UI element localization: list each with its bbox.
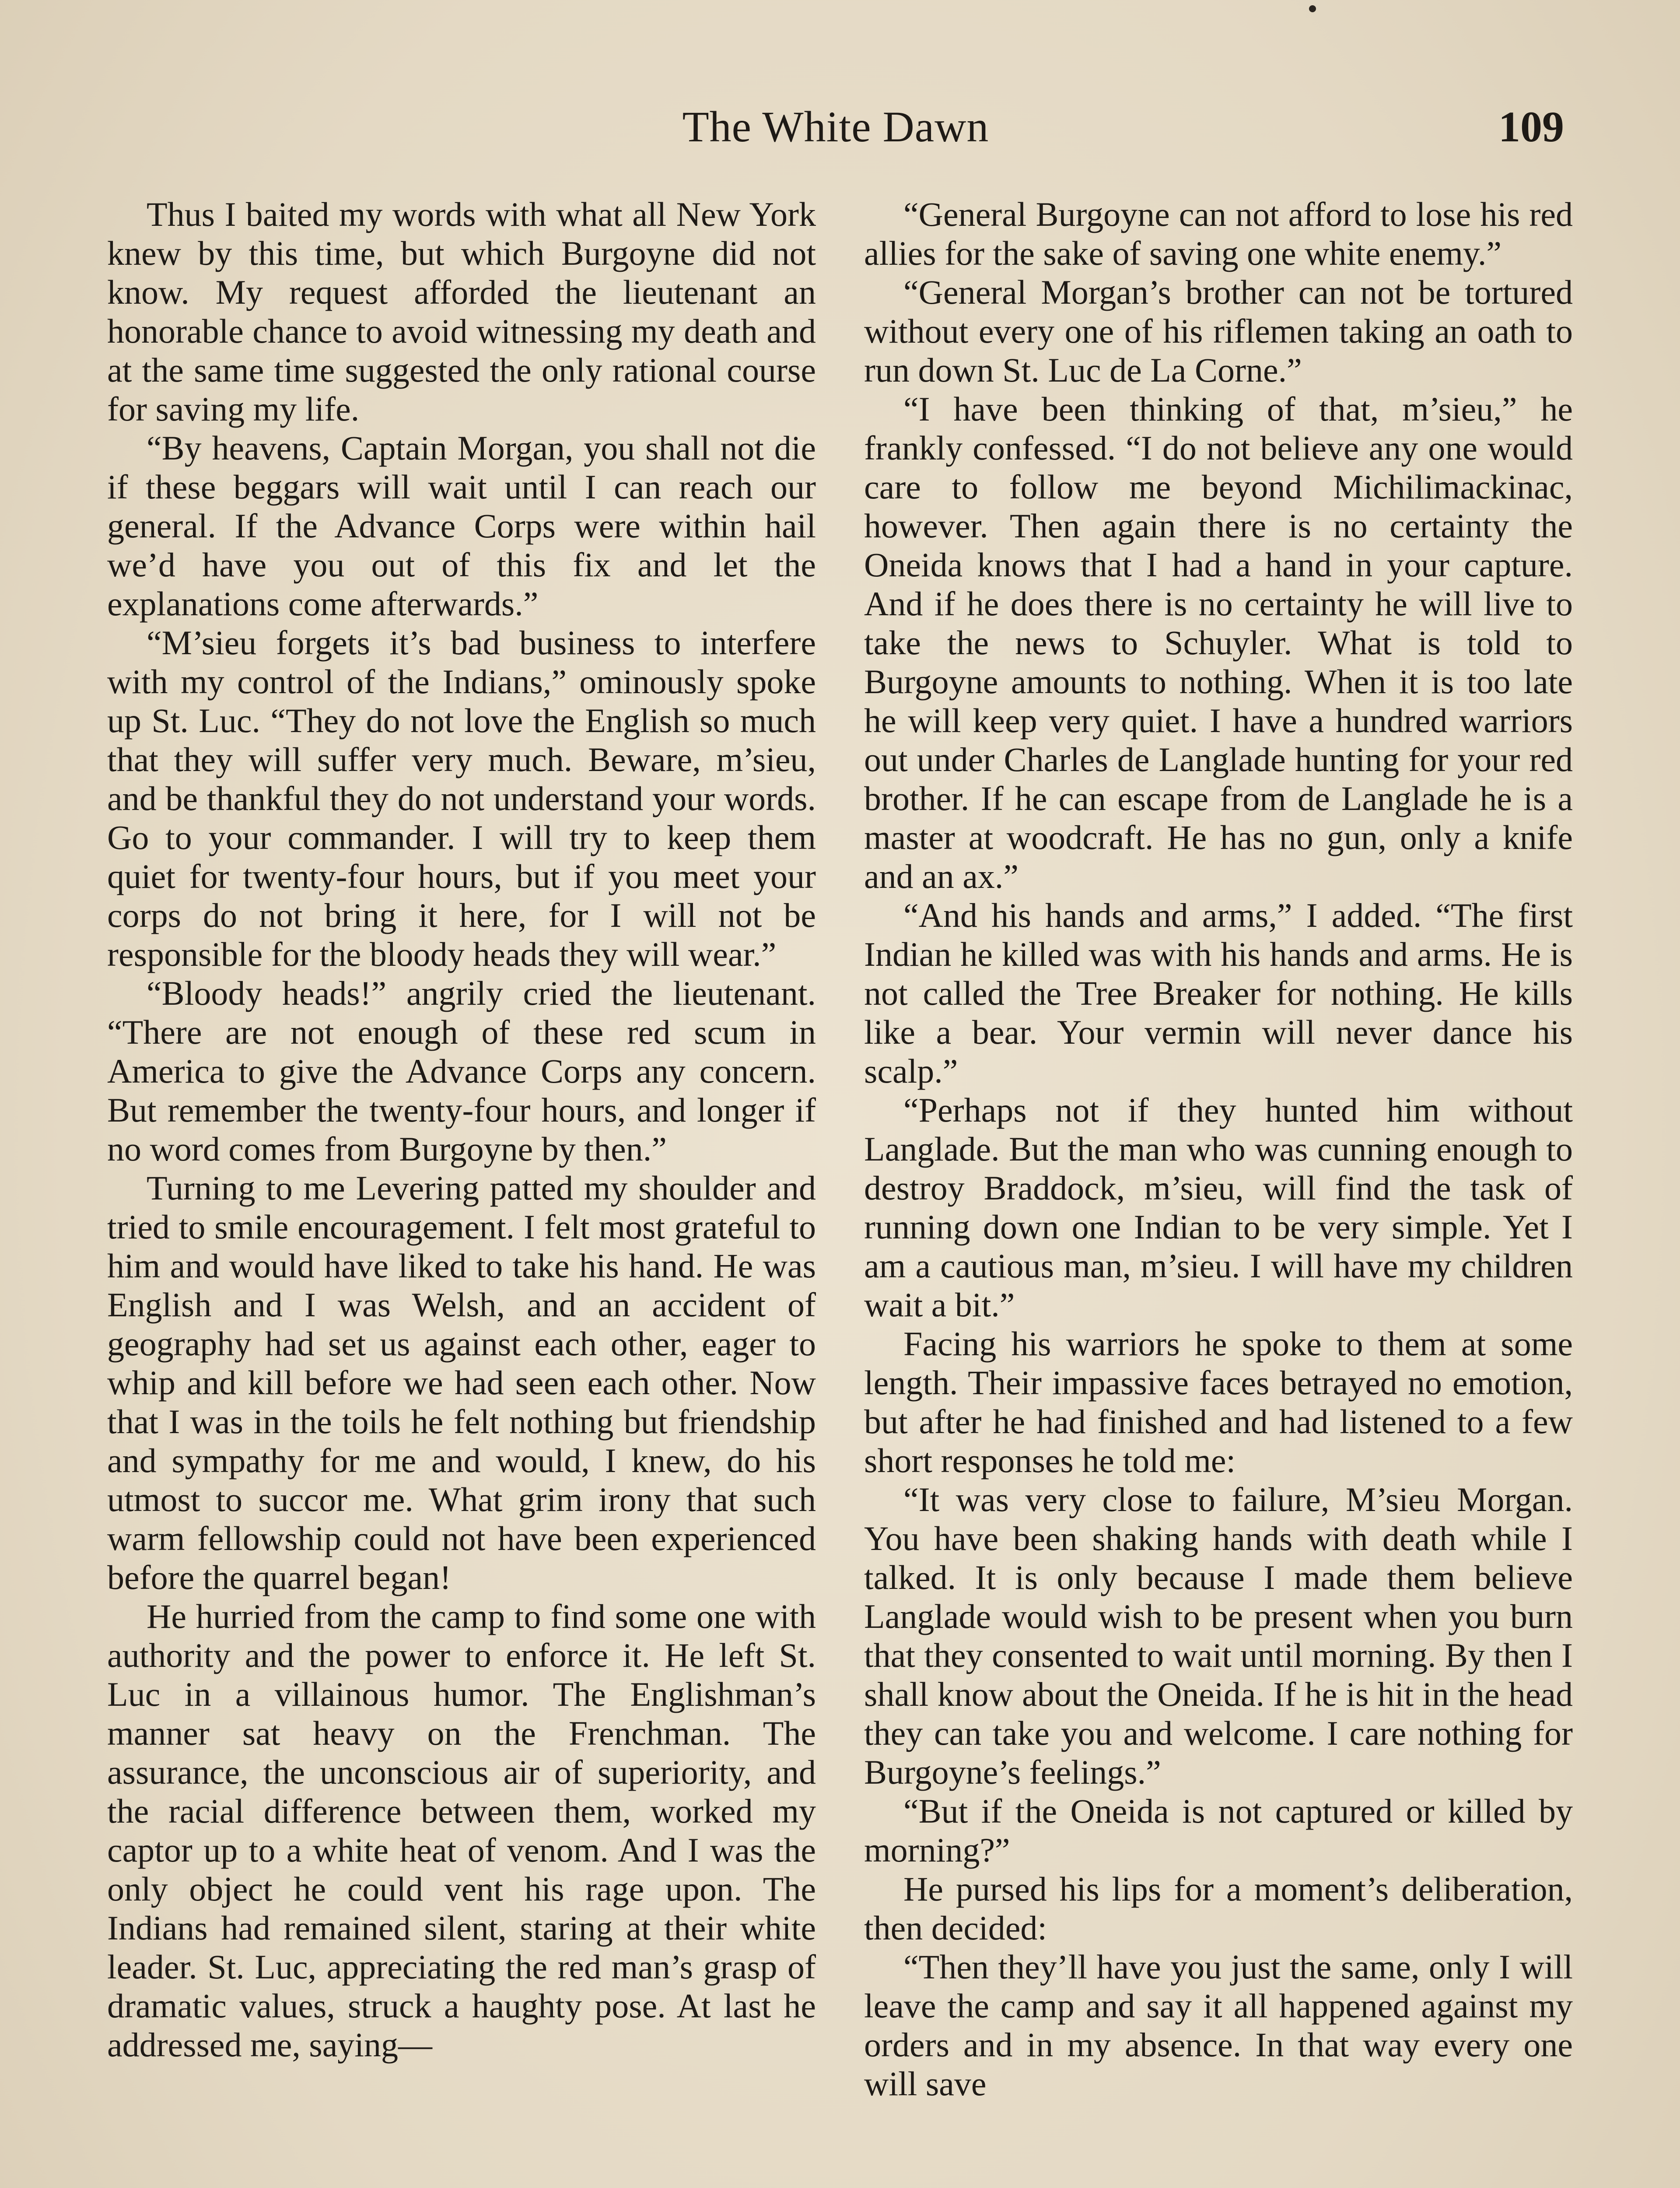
paragraph: Thus I baited my words with what all New York knew by this time, but which Burgoyne did not know. My request afforded the lieutenant an honorable chance to avoid witnessing my death and at the same time suggested the only rational course for saving my life. — [107, 195, 816, 428]
right-column — [864, 195, 1573, 2103]
ink-speck — [1309, 5, 1316, 12]
paragraph: “General Burgoyne can not afford to lose his red allies for the sake of saving one white enemy.” — [864, 195, 1573, 272]
paragraph: He hurried from the camp to find some one with authority and the power to enforce it. He left St. Luc in a villainous humor. The Englishman’s manner sat heavy on the Frenchman. The assurance, the unconscious air of superiority, and the racial difference between them, worked my captor up to a white heat of venom. And I was the only object he could vent his rage upon. The Indians had remained silent, staring at their white leader. St. Luc, appreciating the red man’s grasp of dramatic values, struck a haughty pose. At last he addressed me, saying— — [107, 1597, 816, 2064]
paragraph: “Perhaps not if they hunted him without Langlade. But the man who was cunning enough to destroy Braddock, m’sieu, will find the task of running down one Indian to be very simple. Yet I am a cautious man, m’sieu. I will have my children wait a bit.” — [864, 1091, 1573, 1324]
paragraph: Turning to me Levering patted my shoulder and tried to smile encouragement. I felt most grateful to him and would have liked to take his hand. He was English and I was Welsh, and an accident of geography had set us against each other, eager to whip and kill before we had seen each other. Now that I was in the toils he felt nothing but friendship and sympathy for me and would, I knew, do his utmost to succor me. What grim irony that such warm fellowship could not have been experienced before the quarrel began! — [107, 1169, 816, 1596]
paragraph: “I have been thinking of that, m’sieu,” he frankly confessed. “I do not believe any one would care to follow me beyond Michilimackinac, however. Then again there is no certainty the Oneida knows that I had a hand in your capture. And if he does there is no certainty he will live to take the news to Schuyler. What is told to Burgoyne amounts to nothing. When it is too late he will keep very quiet. I have a hundred warriors out under Charles de Langlade hunting for your red brother. If he can escape from de Langlade he is a master at woodcraft. He has no gun, only a knife and an ax.” — [864, 390, 1573, 895]
running-title: The White Dawn — [682, 102, 989, 151]
paragraph: “And his hands and arms,” I added. “The first Indian he killed was with his hands and arms. He is not called the Tree Breaker for nothing. He kills like a bear. Your vermin will never dance his scalp.” — [864, 896, 1573, 1090]
paragraph: “M’sieu forgets it’s bad business to interfere with my control of the Indians,” ominously spoke up St. Luc. “They do not love the English so much that they will suffer very much. Beware, m’sieu, and be thankful they do not understand your words. Go to your commander. I will try to keep them quiet for twenty-four hours, but if you meet your corps do not bring it here, for I will not be responsible for the bloody heads they will wear.” — [107, 624, 816, 973]
paragraph: “General Morgan’s brother can not be tortured without every one of his riflemen taking an oath to run down St. Luc de La Corne.” — [864, 273, 1573, 389]
paragraph: “Then they’ll have you just the same, only I will leave the camp and say it all happened against my orders and in my absence. In that way every one will save — [864, 1948, 1573, 2103]
paragraph: “But if the Oneida is not captured or killed by morning?” — [864, 1792, 1573, 1869]
paragraph: “Bloody heads!” angrily cried the lieutenant. “There are not enough of these red scum in America to give the Advance Corps any concern. But remember the twenty-four hours, and longer if no word comes from Burgoyne by then.” — [107, 974, 816, 1168]
left-column — [107, 195, 816, 2064]
page-number: 109 — [1498, 102, 1564, 151]
paragraph: “It was very close to failure, M’sieu Morgan. You have been shaking hands with death while I talked. It is only because I made them believe Langlade would wish to be present when you burn that they consented to wait until morning. By then I shall know about the Oneida. If he is hit in the head they can take you and welcome. I care nothing for Burgoyne’s feelings.” — [864, 1480, 1573, 1791]
paragraph: He pursed his lips for a moment’s deliberation, then decided: — [864, 1870, 1573, 1947]
paragraph: “By heavens, Captain Morgan, you shall not die if these beggars will wait until I can reach our general. If the Advance Corps were within hail we’d have you out of this fix and let the explanations come afterwards.” — [107, 429, 816, 623]
page-header — [107, 98, 1564, 155]
paragraph: Facing his warriors he spoke to them at some length. Their impassive faces betrayed no emotion, but after he had finished and had listened to a few short responses he told me: — [864, 1325, 1573, 1480]
